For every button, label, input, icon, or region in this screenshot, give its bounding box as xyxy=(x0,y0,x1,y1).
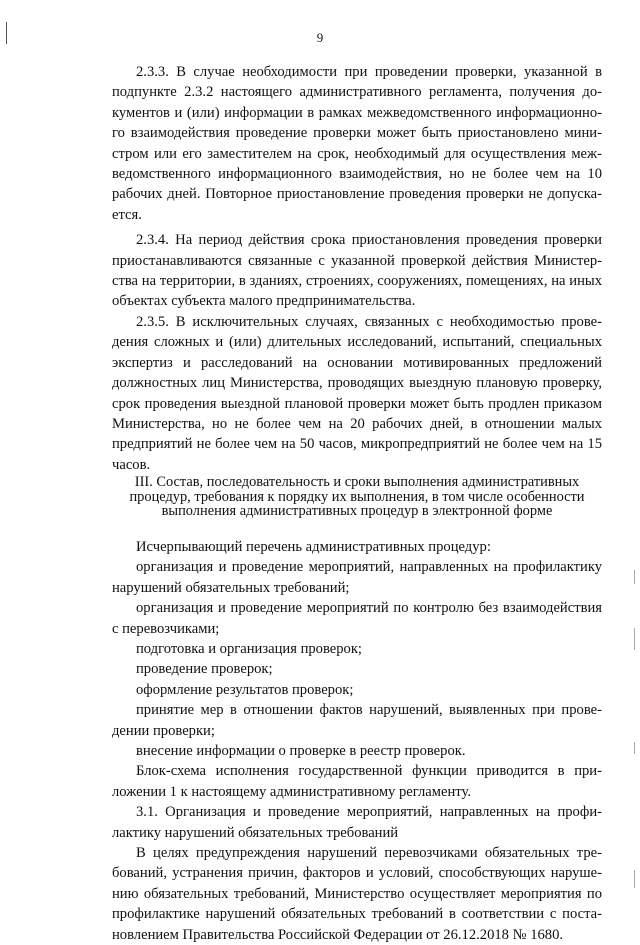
procedure-item: принятие мер в отношении фактов нарушений, выявленных при проведении проверки; xyxy=(112,702,602,739)
procedures-list xyxy=(112,537,602,761)
section-heading-line-2: процедур, требования к порядку их выполнения, в том числе особенности xyxy=(129,488,585,505)
scan-edge-mark-right-4 xyxy=(634,870,635,888)
paragraph-block-diagram: Блок-схема исполнения государственной функции приводится в приложении 1 к настоящему административному регламенту. xyxy=(112,763,602,800)
procedure-item: организация и проведение мероприятий по контролю без взаимодействия с перевозчиками; xyxy=(112,600,602,637)
scan-edge-mark-right-1 xyxy=(634,570,635,584)
paragraph-2-3-5: 2.3.5. В исключительных случаях, связанных с необходимостью проведения сложных и (или) длительных исследований, испытаний, специальных экспертиз и расследований на основании мотивированных предложений должностных лиц Министерства, проводящих выездную плановую проверку, срок проведения выездной плановой проверки может быть продлен приказом Министерства, но не более чем на 20 рабочих дней, в отношении малых предприятий не более чем на 50 часов, микропредприятий не более чем на 15 часов. xyxy=(112,313,602,473)
procedure-item: проведение проверок; xyxy=(136,661,273,678)
paragraph-prevention: В целях предупреждения нарушений перевозчиками обязательных требований, устранения причин, факторов и условий, способствующих нарушению обязательных требований, Министерство осуществляет мероприятия по профилактике нарушений обязательных требований в соответствии с постановлением Правительства Российской Федерации от 26.12.2018 № 1680. xyxy=(112,845,602,943)
procedure-item: внесение информации о проверке в реестр проверок. xyxy=(136,742,466,759)
paragraph-2-3-3: 2.3.3. В случае необходимости при проведении проверки, указанной в подпункте 2.3.2 настоящего административного регламента, получения документов и (или) информации в рамках межведомственного информационного взаимодействия проведение проверки может быть приостановлено министром или его заместителем на срок, необходимый для осуществления межведомственного информационного взаимодействия, но не более чем на 10 рабочих дней. Повторное приостановление проведения проверки не допускается. xyxy=(112,64,602,223)
section-heading-line-3: выполнения административных процедур в электронной форме xyxy=(161,503,553,520)
page-number: 9 xyxy=(316,30,324,45)
paragraph-3-1-heading: 3.1. Организация и проведение мероприятий, направленных на профилактику нарушений обязательных требований xyxy=(112,804,602,841)
document-body xyxy=(112,62,602,945)
paragraph-2-3-4: 2.3.4. На период действия срока приостановления проведения проверки приостанавливаются связанные с указанной проверкой действия Министерства на территории, в зданиях, строениях, сооружениях, помещениях, на иных объектах субъекта малого предпринимательства. xyxy=(112,232,602,310)
procedure-item: оформление результатов проверок; xyxy=(136,681,354,698)
procedures-intro: Исчерпывающий перечень административных процедур: xyxy=(136,538,491,555)
section-heading-line-1: III. Состав, последовательность и сроки выполнения административных xyxy=(134,474,580,491)
scan-edge-mark-right-3 xyxy=(634,742,635,754)
section-heading xyxy=(112,475,602,519)
scan-edge-mark-right-2 xyxy=(634,628,635,650)
procedure-item: организация и проведение мероприятий, направленных на профилактику нарушений обязательных требований; xyxy=(112,559,602,596)
procedure-item: подготовка и организация проверок; xyxy=(136,640,362,657)
